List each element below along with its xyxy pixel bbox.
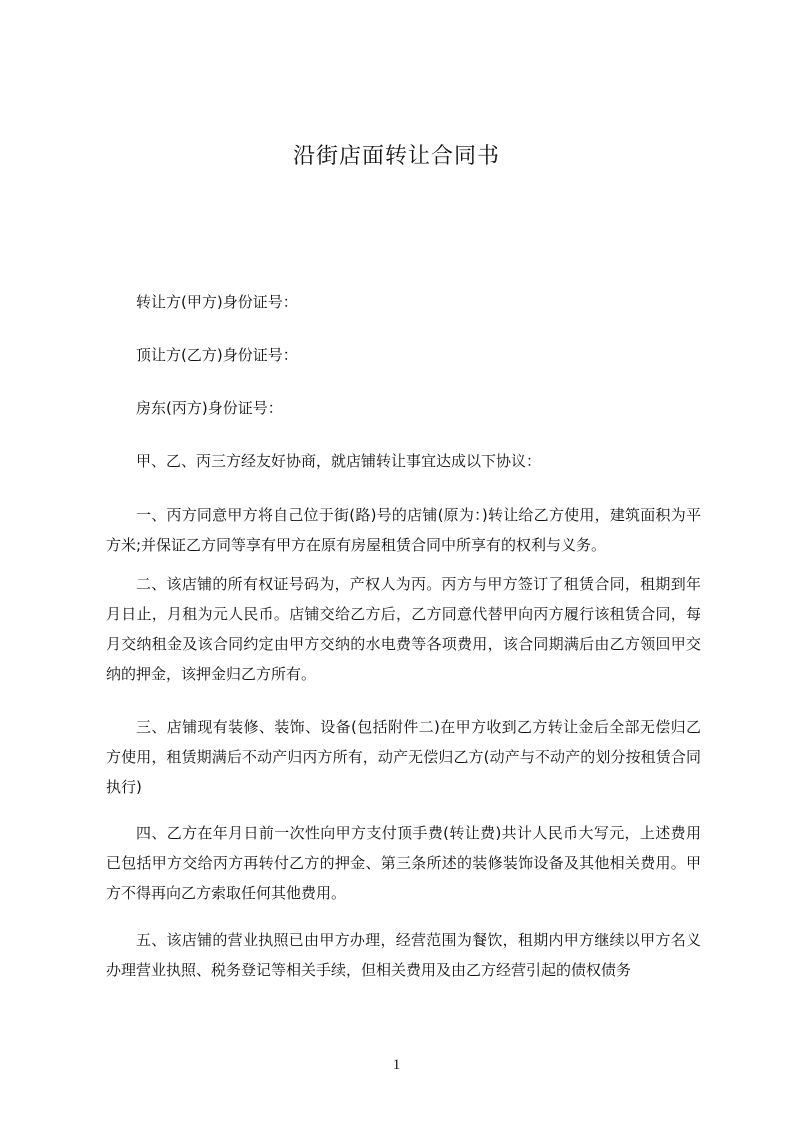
clause-5: 五、该店铺的营业执照已由甲方办理，经营范围为餐饮，租期内甲方继续以甲方名义办理营业执照、税务登记等相关手续，但相关费用及由乙方经营引起的债权债务 <box>106 931 701 979</box>
page-number: 1 <box>392 1057 401 1073</box>
document-title: 沿街店面转让合同书 <box>292 144 500 169</box>
transferee-id-field: 顶让方(乙方)身份证号： <box>136 346 298 364</box>
clause-3: 三、店铺现有装修、装饰、设备(包括附件二)在甲方收到乙方转让金后全部无偿归乙方使用，租赁期满后不动产归丙方所有，动产无偿归乙方(动产与不动产的划分按租赁合同执行) <box>106 718 701 796</box>
clause-4: 四、乙方在年月日前一次性向甲方支付顶手费(转让费)共计人民币大写元，上述费用已包括甲方交给丙方再转付乙方的押金、第三条所述的装修装饰设备及其他相关费用。甲方不得再向乙方索取任何其他费用。 <box>106 824 701 902</box>
clause-1: 一、丙方同意甲方将自己位于街(路)号的店铺(原为：)转让给乙方使用，建筑面积为平方米;并保证乙方同等享有甲方在原有房屋租赁合同中所享有的权利与义务。 <box>106 506 701 554</box>
transferor-id-field: 转让方(甲方)身份证号： <box>136 293 298 311</box>
clause-2: 二、该店铺的所有权证号码为，产权人为丙。丙方与甲方签订了租赁合同，租期到年月日止，月租为元人民币。店铺交给乙方后，乙方同意代替甲向丙方履行该租赁合同，每月交纳租金及该合同约定由甲方交纳的水电费等各项费用，该合同期满后由乙方领回甲交纳的押金，该押金归乙方所有。 <box>106 575 701 683</box>
intro-paragraph: 甲、乙、丙三方经友好协商，就店铺转让事宜达成以下协议： <box>136 452 542 470</box>
landlord-id-field: 房东(丙方)身份证号： <box>136 399 283 417</box>
